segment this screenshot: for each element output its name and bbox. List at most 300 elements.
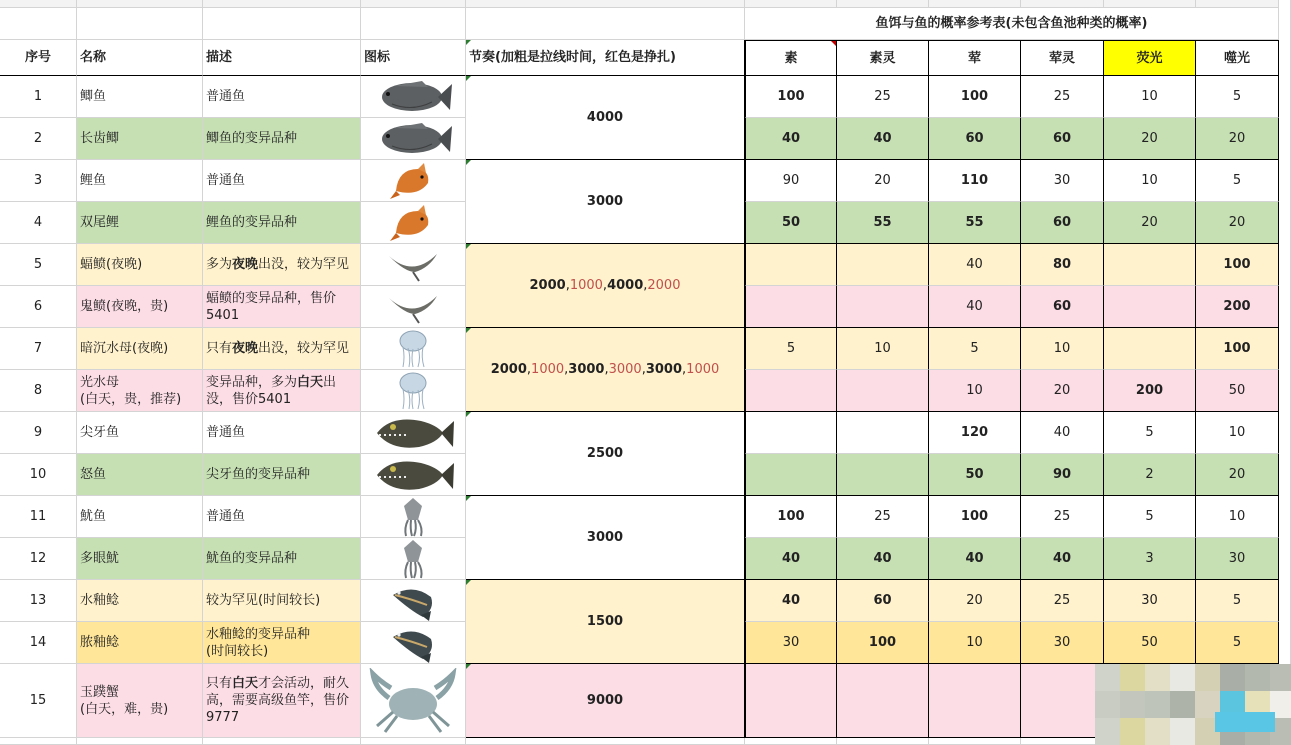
reel-time: 4000 xyxy=(586,110,624,125)
fish-description-text: 鲤鱼的变异品种 xyxy=(206,215,298,230)
column-header-strip[interactable] xyxy=(929,0,1021,8)
rhythm-text xyxy=(587,445,623,462)
bait-label: 荤灵 xyxy=(1048,50,1075,66)
probability-cell[interactable] xyxy=(1104,580,1196,622)
probability-cell[interactable] xyxy=(1104,118,1196,160)
description-keyword: 白天 xyxy=(232,676,259,691)
probability-cell[interactable] xyxy=(1196,412,1279,454)
fish-description[interactable] xyxy=(203,622,361,664)
fish-name[interactable] xyxy=(77,286,203,328)
icon-cell[interactable] xyxy=(361,454,466,496)
column-header-strip[interactable] xyxy=(361,0,466,8)
probability-value: 10 xyxy=(1141,173,1158,188)
description-part: 多为 xyxy=(206,257,233,272)
probability-cell[interactable] xyxy=(1196,454,1279,496)
probability-value: 10 xyxy=(1228,425,1246,440)
probability-value: 2 xyxy=(1145,467,1154,482)
probability-cell[interactable] xyxy=(1104,538,1196,580)
fish-description-text: 较为罕见(时间较长) xyxy=(206,593,321,608)
description-part: 只有 xyxy=(206,341,233,356)
bait-label: 素灵 xyxy=(869,50,896,66)
column-header-strip[interactable] xyxy=(466,0,745,8)
description-keyword: 白天 xyxy=(297,374,324,390)
probability-cell[interactable] xyxy=(745,622,837,664)
fish-name[interactable] xyxy=(77,118,203,160)
separator: , xyxy=(526,362,532,377)
fish-name-text: 脓釉鲶 xyxy=(80,635,120,650)
header-name[interactable] xyxy=(77,40,203,76)
fish-description[interactable] xyxy=(203,118,361,160)
comment-marker-icon xyxy=(831,41,836,46)
probability-value: 30 xyxy=(1141,593,1158,608)
fish-name[interactable] xyxy=(77,538,203,580)
probability-cell[interactable] xyxy=(837,328,929,370)
fish-name[interactable] xyxy=(77,328,203,370)
bait-label: 荤 xyxy=(967,50,981,66)
row-index[interactable] xyxy=(0,580,77,622)
probability-value: 25 xyxy=(874,509,891,524)
probability-cell[interactable] xyxy=(1104,328,1196,370)
fish-name-text: 水釉鲶 xyxy=(80,593,120,608)
fish-description[interactable] xyxy=(203,370,361,412)
fish-name[interactable] xyxy=(77,160,203,202)
header-bait-4[interactable] xyxy=(1104,40,1196,76)
column-header-strip[interactable] xyxy=(1021,0,1104,8)
probability-cell[interactable] xyxy=(1196,244,1279,286)
probability-cell[interactable] xyxy=(745,328,837,370)
probability-cell[interactable] xyxy=(745,454,837,496)
column-header-strip[interactable] xyxy=(77,0,203,8)
probability-cell[interactable] xyxy=(745,118,837,160)
probability-value: 5 xyxy=(970,341,979,356)
probability-cell[interactable] xyxy=(1196,328,1279,370)
fish-description-text: 水釉鲶的变异品种 (时间较长) xyxy=(206,626,311,659)
probability-cell[interactable] xyxy=(1196,580,1279,622)
probability-cell[interactable] xyxy=(745,202,837,244)
probability-cell[interactable] xyxy=(1021,664,1104,738)
rhythm-cell[interactable] xyxy=(466,328,745,412)
probability-value: 120 xyxy=(960,425,989,440)
probability-cell[interactable] xyxy=(929,580,1021,622)
fish-name[interactable] xyxy=(77,622,203,664)
row-index[interactable] xyxy=(0,370,77,412)
icon-cell[interactable] xyxy=(361,412,466,454)
fish-description[interactable] xyxy=(203,496,361,538)
probability-cell[interactable] xyxy=(837,622,929,664)
probability-cell[interactable] xyxy=(1196,370,1279,412)
probability-value: 30 xyxy=(1228,551,1246,566)
rhythm-cell[interactable] xyxy=(466,76,745,160)
column-header-strip[interactable] xyxy=(0,0,77,8)
probability-cell[interactable] xyxy=(837,118,929,160)
jellyfish-icon xyxy=(393,371,433,411)
empty-cell[interactable] xyxy=(203,738,361,745)
icon-cell[interactable] xyxy=(361,496,466,538)
fish-name[interactable] xyxy=(77,202,203,244)
fish-name-text: 玉蹼蟹 (白天，难，贵) xyxy=(80,684,169,717)
probability-cell[interactable] xyxy=(1021,454,1104,496)
row-index-text: 9 xyxy=(33,425,43,440)
probability-value: 5 xyxy=(1232,89,1242,104)
probability-value: 20 xyxy=(1053,383,1071,398)
description-keyword: 夜晚 xyxy=(232,257,259,272)
reel-time: 1500 xyxy=(586,614,624,629)
fish-name[interactable] xyxy=(77,580,203,622)
reel-time: 4000 xyxy=(607,278,644,293)
probability-cell[interactable] xyxy=(1021,370,1104,412)
row-index[interactable] xyxy=(0,664,77,738)
empty-cell[interactable] xyxy=(203,8,361,40)
rhythm-text xyxy=(587,613,623,630)
probability-value: 100 xyxy=(777,89,805,104)
separator: , xyxy=(641,362,646,377)
probability-cell[interactable] xyxy=(1196,622,1279,664)
probability-value: 25 xyxy=(874,89,891,104)
comment-marker-icon xyxy=(466,328,471,333)
fish-name[interactable] xyxy=(77,412,203,454)
icon-cell[interactable] xyxy=(361,244,466,286)
empty-cell[interactable] xyxy=(1021,738,1104,745)
probability-cell[interactable] xyxy=(745,664,837,738)
probability-cell[interactable] xyxy=(1104,286,1196,328)
fish-description[interactable] xyxy=(203,244,361,286)
header-bait-0[interactable] xyxy=(745,40,837,76)
rhythm-cell[interactable] xyxy=(466,664,745,738)
probability-value: 90 xyxy=(782,173,800,188)
fish-description[interactable] xyxy=(203,160,361,202)
probability-value: 50 xyxy=(781,215,801,230)
empty-cell[interactable] xyxy=(466,738,745,745)
description-part: 才会活动，耐久高，需要高级鱼竿，售价9777 xyxy=(206,676,350,725)
fish-description[interactable] xyxy=(203,664,361,738)
probability-cell[interactable] xyxy=(1196,202,1279,244)
probability-cell[interactable] xyxy=(1196,160,1279,202)
header-bait-1[interactable] xyxy=(837,40,929,76)
row-index[interactable] xyxy=(0,202,77,244)
fish-description[interactable] xyxy=(203,286,361,328)
probability-cell[interactable] xyxy=(1104,160,1196,202)
probability-cell[interactable] xyxy=(929,202,1021,244)
empty-cell[interactable] xyxy=(0,738,77,745)
probability-cell[interactable] xyxy=(837,370,929,412)
row-index[interactable] xyxy=(0,454,77,496)
probability-cell[interactable] xyxy=(745,496,837,538)
probability-cell[interactable] xyxy=(1021,622,1104,664)
probability-value: 40 xyxy=(1053,425,1071,440)
row-index-text: 15 xyxy=(29,693,47,708)
rhythm-cell[interactable] xyxy=(466,412,745,496)
fish-description[interactable] xyxy=(203,76,361,118)
probability-cell[interactable] xyxy=(1196,118,1279,160)
fish-name-text: 蝠鲼(夜晚) xyxy=(80,257,143,272)
probability-cell[interactable] xyxy=(929,244,1021,286)
rhythm-text xyxy=(587,193,623,210)
rhythm-text xyxy=(587,529,623,546)
probability-cell[interactable] xyxy=(745,412,837,454)
probability-value: 100 xyxy=(960,89,989,104)
manta-ray-icon xyxy=(385,248,441,282)
blurred-watermark xyxy=(1095,664,1291,745)
row-index[interactable] xyxy=(0,286,77,328)
probability-cell[interactable] xyxy=(1104,412,1196,454)
probability-cell[interactable] xyxy=(929,160,1021,202)
probability-cell[interactable] xyxy=(837,496,929,538)
empty-cell[interactable] xyxy=(745,738,837,745)
reel-time: 3000 xyxy=(645,362,683,377)
fish-description[interactable] xyxy=(203,580,361,622)
empty-cell[interactable] xyxy=(0,8,77,40)
struggle-time: 1000 xyxy=(531,362,565,377)
reel-time: 3000 xyxy=(568,362,605,377)
row-index-text: 2 xyxy=(33,131,43,146)
probability-value: 60 xyxy=(1052,299,1072,314)
catfish-icon xyxy=(387,581,439,621)
probability-cell[interactable] xyxy=(745,370,837,412)
probability-cell[interactable] xyxy=(745,244,837,286)
probability-value: 40 xyxy=(781,131,801,146)
carp-icon xyxy=(388,161,438,201)
probability-value: 55 xyxy=(873,215,892,230)
comment-marker-icon xyxy=(466,496,471,501)
separator: , xyxy=(564,362,569,377)
probability-cell[interactable] xyxy=(1021,286,1104,328)
probability-cell[interactable] xyxy=(837,412,929,454)
fish-description[interactable] xyxy=(203,202,361,244)
probability-cell[interactable] xyxy=(837,538,929,580)
fish-description-text: 魷鱼的变异品种 xyxy=(206,551,298,566)
probability-cell[interactable] xyxy=(1196,76,1279,118)
squid-icon xyxy=(396,496,430,538)
probability-cell[interactable] xyxy=(1104,454,1196,496)
column-header-strip[interactable] xyxy=(203,0,361,8)
description-keyword: 夜晚 xyxy=(232,341,259,356)
rhythm-cell[interactable] xyxy=(466,580,745,664)
probability-cell[interactable] xyxy=(1104,622,1196,664)
header-description[interactable] xyxy=(203,40,361,76)
fish-name[interactable] xyxy=(77,370,203,412)
probability-value: 30 xyxy=(782,635,800,650)
right-edge-column[interactable] xyxy=(1279,0,1291,745)
probability-cell[interactable] xyxy=(745,580,837,622)
probability-cell[interactable] xyxy=(1196,496,1279,538)
crab-icon xyxy=(367,668,459,734)
probability-cell[interactable] xyxy=(929,118,1021,160)
probability-cell[interactable] xyxy=(929,622,1021,664)
column-header-strip[interactable] xyxy=(1196,0,1279,8)
header-rhythm[interactable] xyxy=(466,40,745,76)
header-bait-5[interactable] xyxy=(1196,40,1279,76)
empty-cell[interactable] xyxy=(77,8,203,40)
probability-cell[interactable] xyxy=(837,202,929,244)
row-index[interactable] xyxy=(0,496,77,538)
row-index-text: 5 xyxy=(33,257,43,272)
column-header-strip[interactable] xyxy=(837,0,929,8)
probability-cell[interactable] xyxy=(929,496,1021,538)
fish-name-text: 光水母 (白天，贵，推荐) xyxy=(80,374,182,407)
icon-cell[interactable] xyxy=(361,286,466,328)
probability-value: 40 xyxy=(966,257,983,272)
struggle-time: 1000 xyxy=(569,278,603,293)
probability-cell[interactable] xyxy=(837,454,929,496)
fish-name[interactable] xyxy=(77,76,203,118)
fish-description[interactable] xyxy=(203,454,361,496)
rhythm-cell[interactable] xyxy=(466,244,745,328)
probability-value: 10 xyxy=(966,383,983,398)
fish-description-text xyxy=(206,256,349,273)
probability-cell[interactable] xyxy=(929,454,1021,496)
empty-cell[interactable] xyxy=(466,8,745,40)
icon-cell[interactable] xyxy=(361,202,466,244)
probability-cell[interactable] xyxy=(1021,580,1104,622)
probability-cell[interactable] xyxy=(929,370,1021,412)
fish-name[interactable] xyxy=(77,664,203,738)
icon-cell[interactable] xyxy=(361,328,466,370)
probability-cell[interactable] xyxy=(1021,202,1104,244)
probability-cell[interactable] xyxy=(837,160,929,202)
probability-value: 80 xyxy=(1052,257,1072,272)
header-icon[interactable] xyxy=(361,40,466,76)
probability-cell[interactable] xyxy=(837,244,929,286)
separator: , xyxy=(643,278,648,293)
comment-marker-icon xyxy=(466,664,471,669)
bait-label: 荧光 xyxy=(1136,50,1163,66)
probability-cell[interactable] xyxy=(1104,244,1196,286)
row-index[interactable] xyxy=(0,160,77,202)
column-header-strip[interactable] xyxy=(1104,0,1196,8)
probability-cell[interactable] xyxy=(1196,286,1279,328)
header-name-label: 名称 xyxy=(80,50,107,65)
row-index-text: 14 xyxy=(29,635,47,650)
fish-description-text xyxy=(206,340,349,357)
icon-cell[interactable] xyxy=(361,76,466,118)
probability-cell[interactable] xyxy=(745,160,837,202)
probability-cell[interactable] xyxy=(1021,496,1104,538)
fish-description-text: 普通鱼 xyxy=(206,425,246,440)
header-index-label: 序号 xyxy=(24,50,51,65)
probability-cell[interactable] xyxy=(837,76,929,118)
comment-marker-icon xyxy=(466,580,471,585)
empty-cell[interactable] xyxy=(837,738,929,745)
probability-cell[interactable] xyxy=(837,580,929,622)
row-index[interactable] xyxy=(0,118,77,160)
fish-name[interactable] xyxy=(77,244,203,286)
manta-ray-icon xyxy=(385,290,441,324)
header-index[interactable] xyxy=(0,40,77,76)
probability-cell[interactable] xyxy=(929,76,1021,118)
row-index-text: 8 xyxy=(33,383,43,398)
icon-cell[interactable] xyxy=(361,580,466,622)
probability-cell[interactable] xyxy=(1021,538,1104,580)
reel-time: 2500 xyxy=(586,446,624,461)
row-index[interactable] xyxy=(0,538,77,580)
probability-cell[interactable] xyxy=(929,538,1021,580)
icon-cell[interactable] xyxy=(361,160,466,202)
probability-value: 50 xyxy=(1141,635,1158,650)
fish-description[interactable] xyxy=(203,412,361,454)
probability-cell[interactable] xyxy=(837,286,929,328)
comment-marker-icon xyxy=(466,40,471,45)
probability-cell[interactable] xyxy=(929,664,1021,738)
separator: , xyxy=(602,278,608,293)
fish-description[interactable] xyxy=(203,328,361,370)
probability-cell[interactable] xyxy=(1104,76,1196,118)
probability-value: 25 xyxy=(1053,509,1071,524)
description-part: 出没，较为罕见 xyxy=(258,341,350,356)
probability-value: 20 xyxy=(1228,215,1246,230)
fish-description[interactable] xyxy=(203,538,361,580)
bait-label: 素 xyxy=(784,50,798,66)
probability-cell[interactable] xyxy=(745,286,837,328)
header-bait-2[interactable] xyxy=(929,40,1021,76)
row-index[interactable] xyxy=(0,76,77,118)
column-header-strip[interactable] xyxy=(745,0,837,8)
icon-cell[interactable] xyxy=(361,370,466,412)
rhythm-cell[interactable] xyxy=(466,496,745,580)
header-bait-3[interactable] xyxy=(1021,40,1104,76)
icon-cell[interactable] xyxy=(361,664,466,738)
probability-value: 50 xyxy=(1228,383,1246,398)
probability-cell[interactable] xyxy=(929,286,1021,328)
carp-icon xyxy=(388,203,438,243)
probability-value: 200 xyxy=(1135,383,1164,398)
row-index-text: 10 xyxy=(29,467,47,482)
icon-cell[interactable] xyxy=(361,622,466,664)
probability-cell[interactable] xyxy=(745,76,837,118)
empty-cell[interactable] xyxy=(361,738,466,745)
probability-value: 5 xyxy=(786,341,796,356)
empty-cell[interactable] xyxy=(929,738,1021,745)
fish-name[interactable] xyxy=(77,496,203,538)
comment-marker-icon xyxy=(466,160,471,165)
rhythm-text xyxy=(530,277,681,294)
rhythm-cell[interactable] xyxy=(466,160,745,244)
row-index[interactable] xyxy=(0,328,77,370)
fish-name-text: 怒鱼 xyxy=(80,467,107,482)
probability-cell[interactable] xyxy=(837,664,929,738)
probability-cell[interactable] xyxy=(1104,202,1196,244)
row-index[interactable] xyxy=(0,412,77,454)
empty-cell[interactable] xyxy=(361,8,466,40)
probability-cell[interactable] xyxy=(1021,412,1104,454)
row-index[interactable] xyxy=(0,622,77,664)
row-index[interactable] xyxy=(0,244,77,286)
probability-cell[interactable] xyxy=(745,538,837,580)
probability-cell[interactable] xyxy=(1021,118,1104,160)
probability-cell[interactable] xyxy=(1104,496,1196,538)
probability-cell[interactable] xyxy=(929,412,1021,454)
fish-description-text: 鲫鱼的变异品种 xyxy=(206,131,298,146)
probability-value: 40 xyxy=(781,593,801,608)
title-text: 鱼饵与鱼的概率参考表(未包含鱼池种类的概率) xyxy=(875,16,1148,31)
probability-cell[interactable] xyxy=(1196,538,1279,580)
empty-cell[interactable] xyxy=(77,738,203,745)
table-title[interactable] xyxy=(745,8,1279,40)
probability-value: 10 xyxy=(966,635,983,650)
probability-value: 30 xyxy=(1053,173,1071,188)
icon-cell[interactable] xyxy=(361,538,466,580)
icon-cell[interactable] xyxy=(361,118,466,160)
probability-cell[interactable] xyxy=(1021,244,1104,286)
probability-cell[interactable] xyxy=(929,328,1021,370)
probability-value: 60 xyxy=(873,593,892,608)
probability-cell[interactable] xyxy=(1104,370,1196,412)
probability-cell[interactable] xyxy=(1021,328,1104,370)
probability-value: 100 xyxy=(1223,341,1251,356)
fish-name[interactable] xyxy=(77,454,203,496)
probability-cell[interactable] xyxy=(1021,160,1104,202)
probability-value: 5 xyxy=(1145,425,1154,440)
probability-cell[interactable] xyxy=(1021,76,1104,118)
